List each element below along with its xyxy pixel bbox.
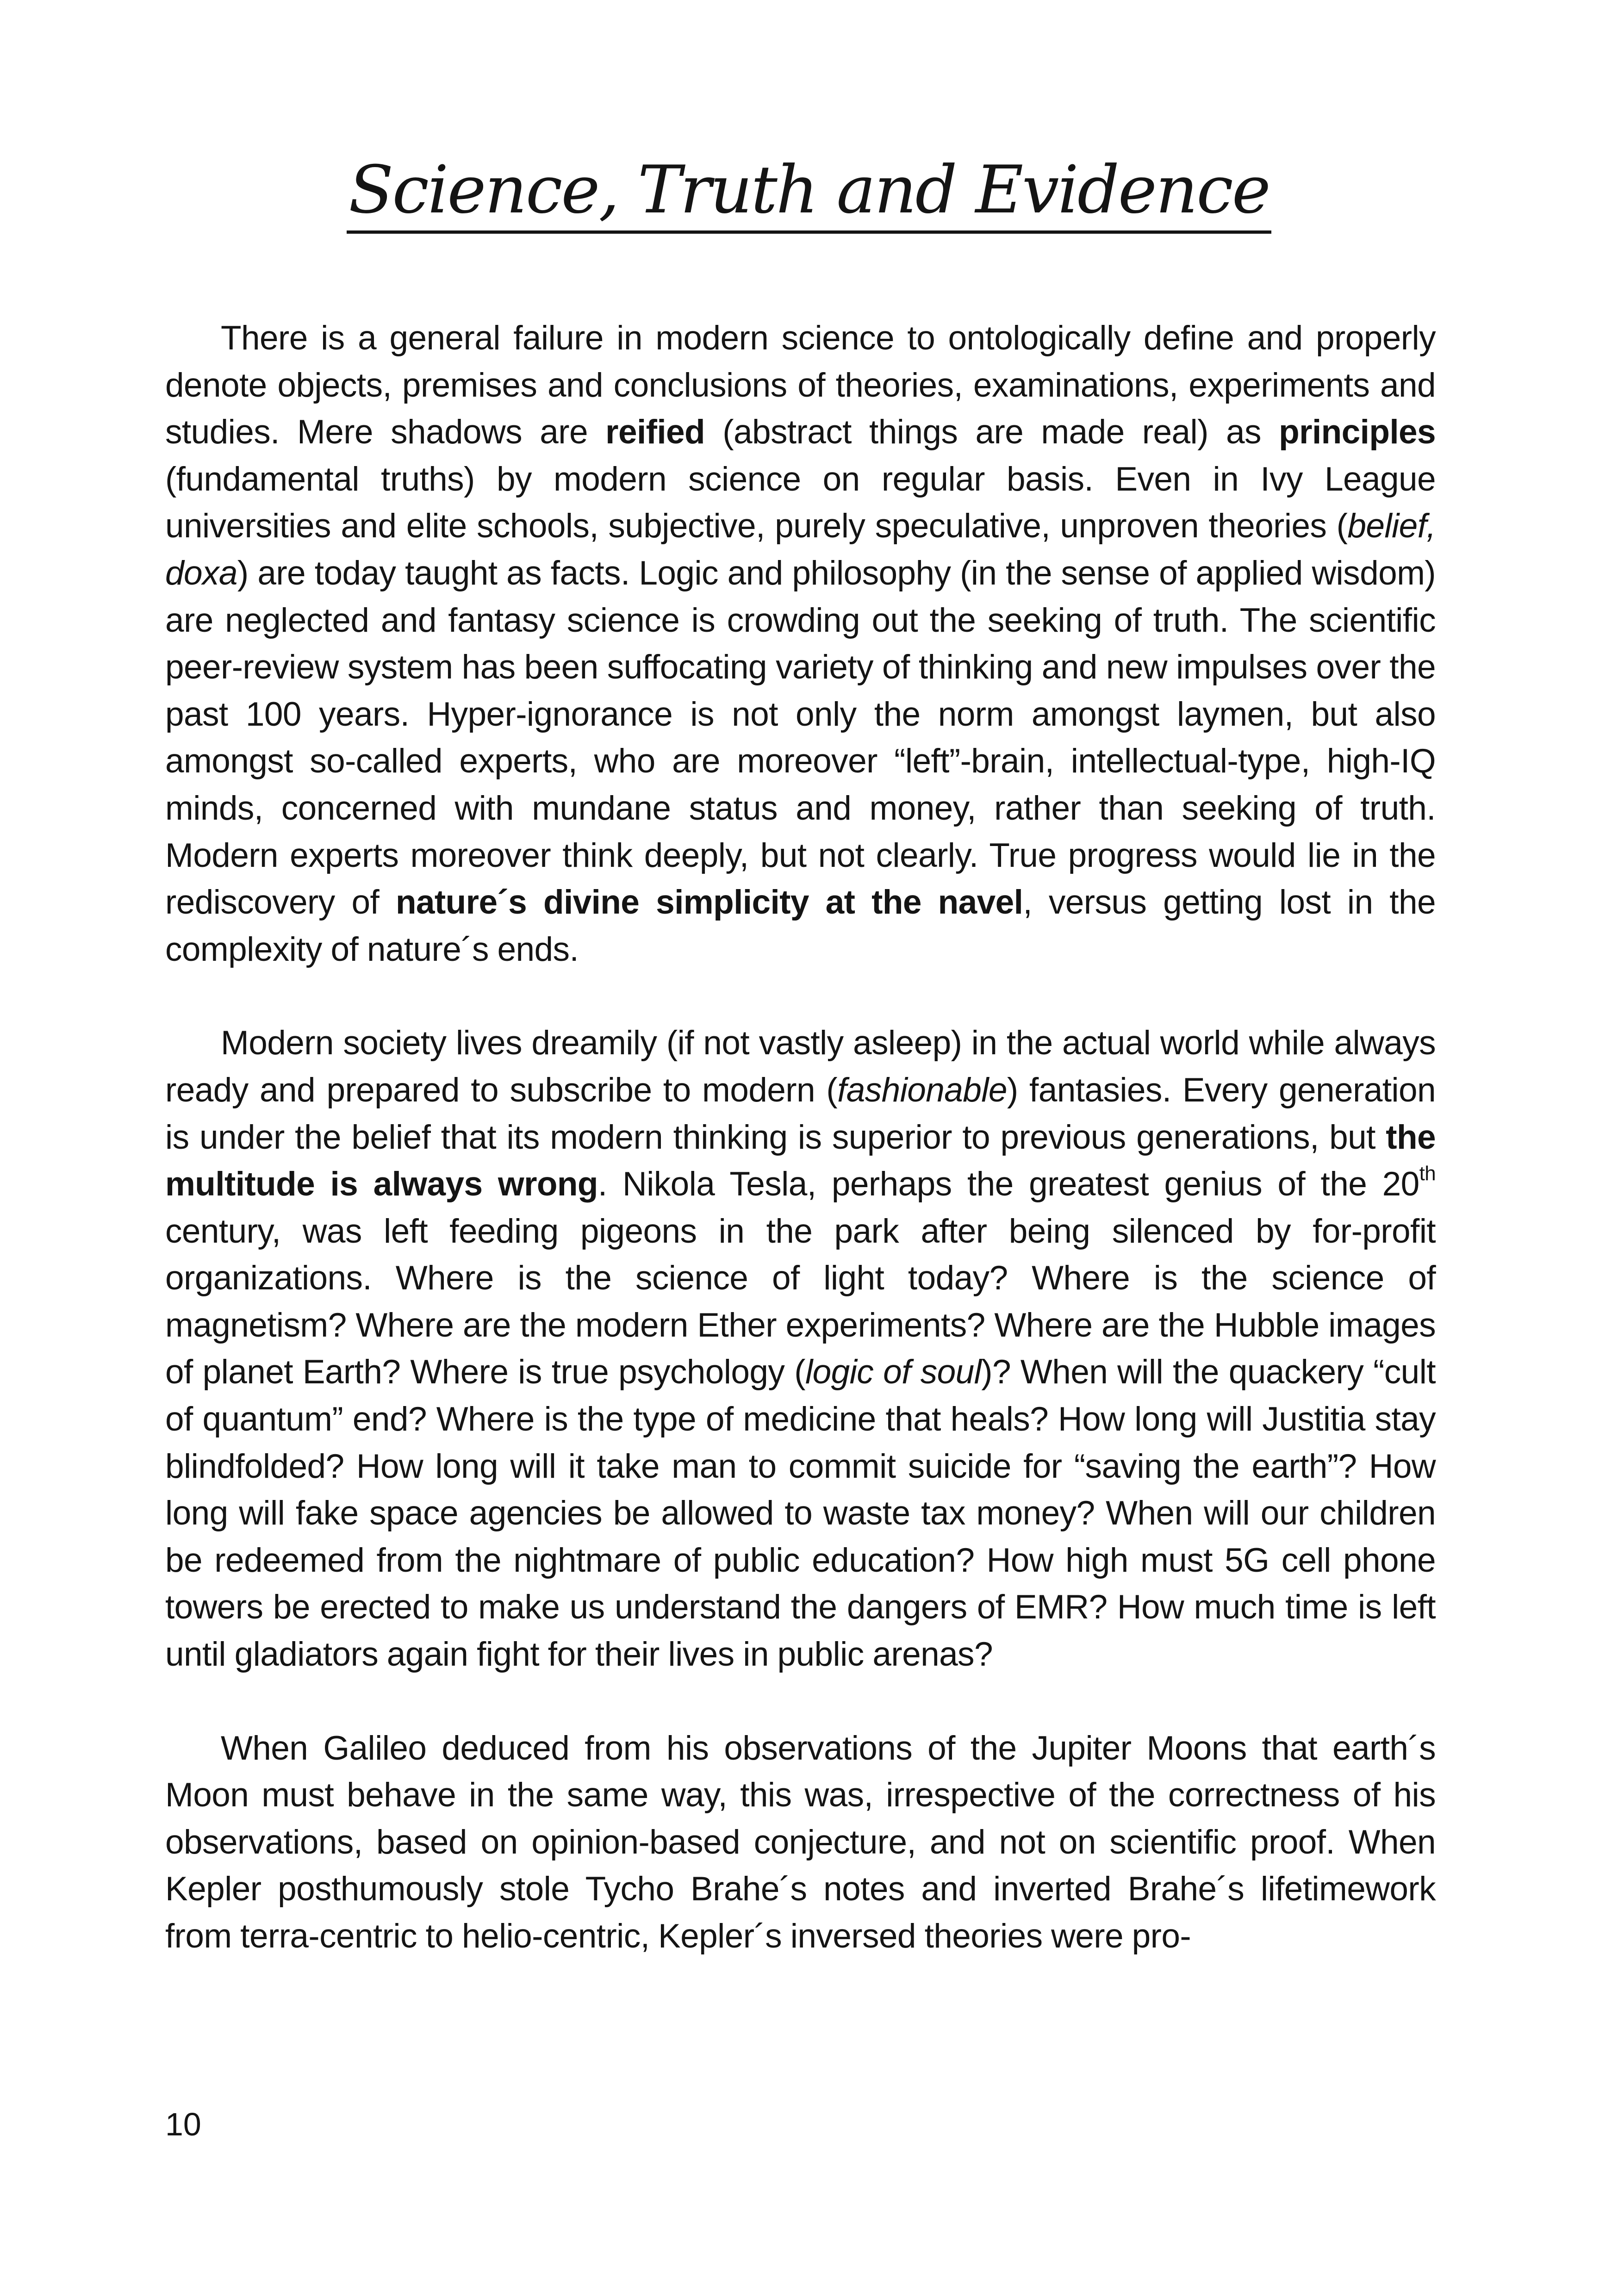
text-run: (fundamental truths) by modern science on regular basis. Even in Ivy League universities and elite schools, subjective, purely speculative, unproven theories (	[165, 460, 1436, 545]
page-title-text: Science, Truth and Evidence	[347, 157, 1271, 234]
superscript-text: th	[1419, 1162, 1436, 1185]
paragraph-1	[165, 315, 1436, 973]
text-run: ) are today taught as facts. Logic and philosophy (in the sense of applied wisdom) are neglected and fantasy science is crowding out the seeking of truth. The scientific peer-review system has been suffocating variety of thinking and new impulses over the past 100 years. Hyper-ignorance is not only the norm amongst laymen, but also amongst so-called experts, who are moreover “left”-brain, intellectual-type, high-IQ minds, concerned with mundane status and money, rather than seeking of truth. Modern experts moreover think deeply, but not clearly. True progress would lie in the rediscovery of	[165, 554, 1436, 921]
bold-text: nature´s divine simplicity at the navel	[395, 884, 1023, 921]
italic-text: fashionable	[837, 1071, 1007, 1109]
bold-text: principles	[1279, 413, 1436, 451]
body-text	[165, 315, 1436, 2007]
bold-text: the multitude is always wrong	[165, 1118, 1436, 1203]
text-run: Modern society lives dreamily (if not vastly asleep) in the actual world while always ready and prepared to subscribe to modern (	[165, 1024, 1436, 1109]
text-run: When Galileo deduced from his observations of the Jupiter Moons that earth´s Moon must behave in the same way, this was, irrespective of the correctness of his observations, based on opinion-based conjecture, and not on scientific proof. When Kepler posthumously stole Tycho Brahe´s notes and inverted Brahe´s lifetimework from terra-centric to helio-centric, Kepler´s inversed theories were pro-	[165, 1729, 1436, 1955]
text-run: There is a general failure in modern science to ontologically define and properly denote objects, premises and conclusions of theories, examinations, experiments and studies. Mere shadows are	[165, 319, 1436, 451]
italic-text: logic of soul	[805, 1353, 982, 1391]
text-run: . Nikola Tesla, perhaps the greatest genius of the 20	[597, 1165, 1419, 1203]
text-run: century, was left feeding pigeons in the park after being silenced by for-profit organizations. Where is the science of light today? Where is the science of magnetism? Where are the modern Ether experiments? Where are the Hubble images of planet Earth? Where is true psychology (	[165, 1212, 1436, 1391]
text-run: ) fantasies. Every generation is under the belief that its modern thinking is superior to previous generations, but	[165, 1071, 1436, 1156]
text-run: )? When will the quackery “cult of quantum” end? Where is the type of medicine that heals? How long will Justitia stay blindfolded? How long will it take man to commit suicide for “saving the earth”? How long will fake space agencies be allowed to waste tax money? When will our children be redeemed from the nightmare of public education? How high must 5G cell phone towers be erected to make us understand the dangers of EMR? How much time is left until gladiators again fight for their lives in public arenas?	[165, 1353, 1436, 1674]
paragraph-2	[165, 1020, 1436, 1678]
bold-text: reified	[605, 413, 705, 451]
text-run: , versus getting lost in the complexity of nature´s ends.	[165, 884, 1436, 968]
italic-text: belief, doxa	[165, 507, 1436, 592]
text-run: (abstract things are made real) as	[705, 413, 1279, 451]
page-title	[0, 152, 1618, 234]
paragraph-3	[165, 1725, 1436, 1960]
page-number: 10	[165, 2106, 201, 2142]
